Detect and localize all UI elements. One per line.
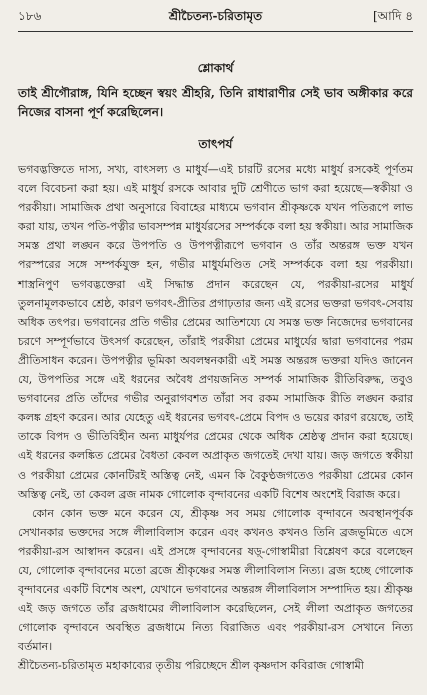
page-number: ১৮৬ xyxy=(18,9,42,23)
purport-paragraph: কোন কোন ভক্ত মনে করেন যে, শ্রীকৃষ্ণ সব সময় গোলোক বৃন্দাবনে অবস্থানপূর্বক সেখানকার ভক্তদের সঙ্গে লীলাবিলাস করেন এবং কখনও কখনও তিনি ব্রজভূমিতে এসে পরকীয়া-রস আস্বাদন করেন। এই প্রসঙ্গে বৃন্দাবনের ষড়্-গোস্বামীরা বিশ্লেষণ করে বলেছেন যে, গোলোক বৃন্দাবনের মতো ব্রজে শ্রীকৃষ্ণের সমস্ত লীলাবিলাস নিত্য। ব্রজ হচ্ছে গোলোক বৃন্দাবনের একটি বিশেষ অংশ, যেখানে ভগবানের অন্তরঙ্গ লীলাবিলাস সম্পাদিত হয়। শ্রীকৃষ্ণ এই জড় জগতে তাঁর ব্রজধামের লীলাবিলাস করেছিলেন, সেই লীলা অপ্রাকৃত জগতের গোলোক বৃন্দাবনে অবস্থিত ব্রজধামে নিত্য বিরাজিত এবং পরকীয়া-রস সেখানে নিত্য বর্তমান। xyxy=(18,506,413,654)
page-header xyxy=(18,6,413,28)
chapter-reference: [আদি ৪ xyxy=(372,9,413,23)
purport-paragraph: শ্রীচৈতন্য-চরিতামৃত মহাকাব্যের তৃতীয় পরিচ্ছেদে শ্রীল কৃষ্ণদাস কবিরাজ গোস্বামী xyxy=(18,659,364,673)
header-rule xyxy=(18,31,413,32)
purport-heading: তাৎপর্য xyxy=(198,137,233,151)
translation-text: তাই শ্রীগৌরাঙ্গ, যিনি হচ্ছেন স্বয়ং শ্রীহরি, তিনি রাধারাণীর সেই ভাব অঙ্গীকার করে নিজের বাসনা পূর্ণ করেছিলেন। xyxy=(18,86,413,119)
running-title: শ্রীচৈতন্য-চরিতামৃত xyxy=(168,9,263,23)
purport-text xyxy=(18,160,413,676)
page-body xyxy=(18,60,413,676)
translation-heading: শ্লোকার্থ xyxy=(197,61,234,75)
purport-paragraph: ভগবদ্ভক্তিতে দাস্য, সখ্য, বাৎসল্য ও মাধুর্য—এই চারটি রসের মধ্যে মাধুর্য রসকেই পূর্ণতম বলে বিবেচনা করা হয়। এই মাধুর্য রসকে আবার দুটি শ্রেণীতে ভাগ করা হয়েছে—স্বকীয়া ও পরকীয়া। সামাজিক প্রথা অনুসারে বিবাহের মাধ্যমে ভগবান শ্রীকৃষ্ণকে যখন পতিরূপে লাভ করা যায়, তখন পতি-পত্নীর ভাবসম্পন্ন মাধুর্যরসের সম্পর্ককে বলা হয় স্বকীয়া। আর সামাজিক সমস্ত প্রথা লঙ্ঘন করে উপপতি ও উপপত্নীরূপে ভগবান ও তাঁর অন্তরঙ্গ ভক্ত যখন পরস্পরের সঙ্গে সম্পর্কযুক্ত হন, গভীর মাধুর্যমণ্ডিত সেই সম্পর্ককে বলা হয় পরকীয়া। শাস্ত্রনিপুণ ভগবদ্ভক্তেরা এই সিদ্ধান্ত প্রদান করেছেন যে, পরকীয়া-রসের মাধুর্য তুলনামূলকভাবে শ্রেষ্ঠ, কারণ ভগবৎ-প্রীতির প্রগাঢ়তার জন্য এই রসের ভক্তরা ভগবৎ-সেবায় অধিক তৎপর। ভগবানের প্রতি গভীর প্রেমের আতিশয্যে যে সমস্ত ভক্ত নিজেদের ভগবানের চরণে সম্পূর্ণভাবে উৎসর্গ করেছেন, তাঁরাই পরকীয়া প্রেমের মাধুর্যের দ্বারা ভগবানের পরম প্রীতিসাধন করেন। উপপত্নীর ভূমিকা অবলম্বনকারী এই সমস্ত অন্তরঙ্গ ভক্তরা যদিও জানেন যে, উপপতির সঙ্গে এই ধরনের অবৈধ প্রণয়জনিত সম্পর্ক সামাজিক রীতিবিরুদ্ধ, তবুও ভগবানের প্রতি তাঁদের গভীর অনুরাগবশত তাঁরা সব রকম সামাজিক রীতি লঙ্ঘন করার কলঙ্ক গ্রহণ করেন। আর যেহেতু এই ধরনের ভগবৎ-প্রেমে বিপদ ও ভয়ের কারণ রয়েছে, তাই তাকে বিপদ ও ভীতিবিহীন অন্য মাধুর্যপর প্রেমের থেকে অধিক শ্রেষ্ঠত্ব প্রদান করা হয়েছে। এই ধরনের কলঙ্কিত প্রেমের বৈধতা কেবল অপ্রাকৃত জগতেই দেখা যায়। জড় জগতে স্বকীয়া ও পরকীয়া প্রেমের কোনটিরই অস্তিত্ব নেই, এমন কি বৈকুণ্ঠজগতেও পরকীয়া প্রেমের কোন অস্তিত্ব নেই, তা কেবল ব্রজ নামক গোলোক বৃন্দাবনের একটি বিশেষ অংশেই বিরাজ করে। xyxy=(18,163,413,501)
